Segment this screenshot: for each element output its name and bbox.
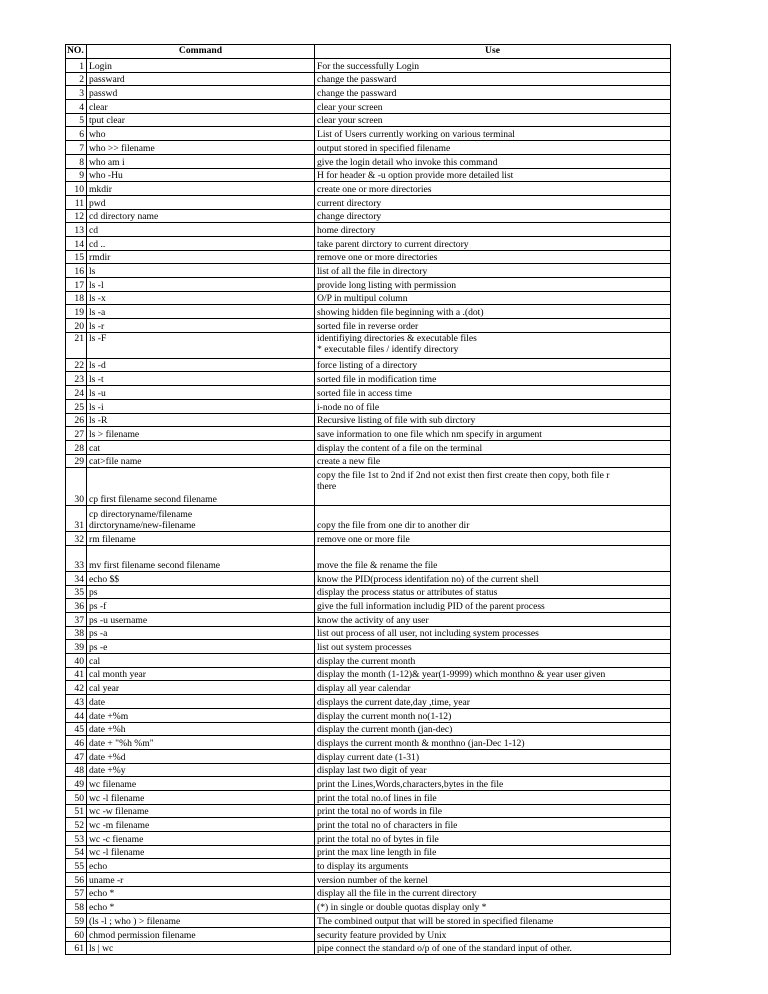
row-number: 44 xyxy=(66,708,87,722)
table-row xyxy=(66,585,671,599)
table-row xyxy=(66,454,671,468)
row-command: who xyxy=(87,127,315,141)
row-command: passwd xyxy=(87,86,315,100)
table-row xyxy=(66,113,671,127)
row-number: 16 xyxy=(66,264,87,278)
row-command: ls -a xyxy=(87,305,315,319)
row-use: display the process status or attributes of status xyxy=(315,585,671,599)
row-use: sorted file in modification time xyxy=(315,372,671,386)
table-row xyxy=(66,818,671,832)
row-command: wc -c fiename xyxy=(87,832,315,846)
table-row xyxy=(66,790,671,804)
row-use-line: * executable files / identify directory xyxy=(317,343,459,355)
table-row xyxy=(66,708,671,722)
row-number: 32 xyxy=(66,532,87,546)
row-command: wc -w filename xyxy=(87,804,315,818)
row-use: version number of the kernel xyxy=(315,873,671,887)
row-command: cd .. xyxy=(87,236,315,250)
row-use: remove one or more file xyxy=(315,532,671,546)
table-row xyxy=(66,86,671,100)
table-row xyxy=(66,332,671,358)
table-row xyxy=(66,749,671,763)
table-row xyxy=(66,873,671,887)
row-use: print the Lines,Words,characters,bytes in the file xyxy=(315,777,671,791)
row-number: 20 xyxy=(66,319,87,333)
row-command: mv first filename second filename xyxy=(87,545,315,571)
row-use: list out system processes xyxy=(315,640,671,654)
table-row xyxy=(66,927,671,941)
row-command: ps xyxy=(87,585,315,599)
row-command: ls -d xyxy=(87,358,315,372)
row-number: 58 xyxy=(66,900,87,914)
row-command-line: dirctoryname/new-filename xyxy=(89,520,196,532)
row-use: Recursive listing of file with sub dirctory xyxy=(315,413,671,427)
row-command: cal month year xyxy=(87,667,315,681)
row-use: create one or more directories xyxy=(315,182,671,196)
row-use: List of Users currently working on various terminal xyxy=(315,127,671,141)
row-command: (ls -l ; who ) > filename xyxy=(87,914,315,928)
row-number: 46 xyxy=(66,736,87,750)
row-number: 55 xyxy=(66,859,87,873)
row-number: 60 xyxy=(66,927,87,941)
row-number: 6 xyxy=(66,127,87,141)
table-row xyxy=(66,264,671,278)
row-number: 5 xyxy=(66,113,87,127)
row-command: clear xyxy=(87,100,315,114)
table-row xyxy=(66,626,671,640)
row-number: 12 xyxy=(66,209,87,223)
row-use: display current date (1-31) xyxy=(315,749,671,763)
row-command: date xyxy=(87,695,315,709)
row-command: cd directory name xyxy=(87,209,315,223)
table-row xyxy=(66,182,671,196)
row-number: 43 xyxy=(66,695,87,709)
row-use: change the passward xyxy=(315,72,671,86)
row-command: ls -r xyxy=(87,319,315,333)
table-row xyxy=(66,571,671,585)
table-row xyxy=(66,209,671,223)
row-use: display last two digit of year xyxy=(315,763,671,777)
row-use: display the content of a file on the terminal xyxy=(315,440,671,454)
table-row xyxy=(66,291,671,305)
row-command: ls -x xyxy=(87,291,315,305)
row-command: rm filename xyxy=(87,532,315,546)
row-number: 14 xyxy=(66,236,87,250)
row-number: 39 xyxy=(66,640,87,654)
command-table xyxy=(65,44,671,955)
table-row xyxy=(66,100,671,114)
table-row xyxy=(66,845,671,859)
row-use: H for header & -u option provide more detailed list xyxy=(315,168,671,182)
row-command: pwd xyxy=(87,195,315,209)
row-use: home directory xyxy=(315,223,671,237)
row-use: clear your screen xyxy=(315,113,671,127)
row-command: cat xyxy=(87,440,315,454)
row-number: 10 xyxy=(66,182,87,196)
row-command: who >> filename xyxy=(87,141,315,155)
row-number: 17 xyxy=(66,278,87,292)
row-use: display all the file in the current directory xyxy=(315,886,671,900)
row-command: rmdir xyxy=(87,250,315,264)
row-use: provide long listing with permission xyxy=(315,278,671,292)
row-use-line: there xyxy=(317,481,337,493)
row-number: 22 xyxy=(66,358,87,372)
row-command: ps -f xyxy=(87,599,315,613)
row-use: print the total no of characters in file xyxy=(315,818,671,832)
table-row xyxy=(66,722,671,736)
row-number: 7 xyxy=(66,141,87,155)
row-command: ls -l xyxy=(87,278,315,292)
row-number: 27 xyxy=(66,427,87,441)
row-use: sorted file in access time xyxy=(315,386,671,400)
row-command: ls -F xyxy=(87,332,315,358)
row-use: display the current month (jan-dec) xyxy=(315,722,671,736)
table-row xyxy=(66,654,671,668)
row-use: copy the file from one dir to another dir xyxy=(315,506,671,532)
row-command: chmod permission filename xyxy=(87,927,315,941)
header-command: Command xyxy=(87,45,315,59)
table-row xyxy=(66,667,671,681)
row-number: 59 xyxy=(66,914,87,928)
table-row xyxy=(66,736,671,750)
table-body xyxy=(66,59,671,955)
row-use: pipe connect the standard o/p of one of the standard input of other. xyxy=(315,941,671,955)
table-row xyxy=(66,168,671,182)
row-use: O/P in multipul column xyxy=(315,291,671,305)
table-row xyxy=(66,427,671,441)
table-row xyxy=(66,358,671,372)
header-no: NO. xyxy=(66,45,87,59)
table-row xyxy=(66,223,671,237)
row-command: who -Hu xyxy=(87,168,315,182)
row-use: to display its arguments xyxy=(315,859,671,873)
header-use: Use xyxy=(315,45,671,59)
table-row xyxy=(66,386,671,400)
row-use: displays the current month & monthno (jan-Dec 1-12) xyxy=(315,736,671,750)
row-number: 36 xyxy=(66,599,87,613)
table-row xyxy=(66,72,671,86)
table-row xyxy=(66,372,671,386)
row-number: 2 xyxy=(66,72,87,86)
row-number: 25 xyxy=(66,399,87,413)
row-use: displays the current date,day ,time, year xyxy=(315,695,671,709)
row-number: 30 xyxy=(66,468,87,506)
row-command: ps -u username xyxy=(87,613,315,627)
row-use: print the total no of words in file xyxy=(315,804,671,818)
table-row xyxy=(66,305,671,319)
row-use: force listing of a directory xyxy=(315,358,671,372)
row-use-line: identifiying directories & executable files xyxy=(317,332,477,344)
row-number: 52 xyxy=(66,818,87,832)
row-number: 40 xyxy=(66,654,87,668)
row-use: display the month (1-12)& year(1-9999) which monthno & year user given xyxy=(315,667,671,681)
table-row xyxy=(66,413,671,427)
row-command: echo * xyxy=(87,900,315,914)
row-command-line: cp directoryname/filename xyxy=(89,509,193,521)
row-command: tput clear xyxy=(87,113,315,127)
row-number: 33 xyxy=(66,545,87,571)
row-command: passward xyxy=(87,72,315,86)
row-use: i-node no of file xyxy=(315,399,671,413)
row-command: wc filename xyxy=(87,777,315,791)
row-use-line: copy the file 1st to 2nd if 2nd not exist then first create then copy, both file r xyxy=(317,470,610,482)
row-use: display all year calendar xyxy=(315,681,671,695)
row-use: take parent dirctory to current directory xyxy=(315,236,671,250)
row-use: print the total no of bytes in file xyxy=(315,832,671,846)
table-row xyxy=(66,545,671,571)
row-command: uname -r xyxy=(87,873,315,887)
row-number: 35 xyxy=(66,585,87,599)
row-use xyxy=(315,468,671,506)
row-number: 15 xyxy=(66,250,87,264)
row-number: 19 xyxy=(66,305,87,319)
row-command: date +%h xyxy=(87,722,315,736)
row-use: (*) in single or double quotas display only * xyxy=(315,900,671,914)
row-command: date +%m xyxy=(87,708,315,722)
table-row xyxy=(66,777,671,791)
row-use: give the login detail who invoke this command xyxy=(315,154,671,168)
row-number: 57 xyxy=(66,886,87,900)
row-use: change directory xyxy=(315,209,671,223)
table-row xyxy=(66,914,671,928)
row-use: sorted file in reverse order xyxy=(315,319,671,333)
row-number: 1 xyxy=(66,59,87,73)
row-use: know the PID(process identifation no) of the current shell xyxy=(315,571,671,585)
row-use xyxy=(315,332,671,358)
row-number: 18 xyxy=(66,291,87,305)
row-use: print the max line length in file xyxy=(315,845,671,859)
row-command: ls -R xyxy=(87,413,315,427)
row-command: cd xyxy=(87,223,315,237)
row-use: display the current month xyxy=(315,654,671,668)
row-number: 47 xyxy=(66,749,87,763)
row-number: 54 xyxy=(66,845,87,859)
row-number: 4 xyxy=(66,100,87,114)
row-use: current directory xyxy=(315,195,671,209)
row-use: list of all the file in directory xyxy=(315,264,671,278)
row-number: 21 xyxy=(66,332,87,358)
row-number: 13 xyxy=(66,223,87,237)
table-row xyxy=(66,399,671,413)
row-number: 29 xyxy=(66,454,87,468)
row-command: echo $$ xyxy=(87,571,315,585)
row-command: date +%y xyxy=(87,763,315,777)
table-row xyxy=(66,319,671,333)
row-command: echo xyxy=(87,859,315,873)
row-number: 45 xyxy=(66,722,87,736)
row-command xyxy=(87,506,315,532)
row-use: know the activity of any user xyxy=(315,613,671,627)
row-number: 37 xyxy=(66,613,87,627)
row-number: 61 xyxy=(66,941,87,955)
table-row xyxy=(66,532,671,546)
row-number: 53 xyxy=(66,832,87,846)
table-row xyxy=(66,941,671,955)
table-row xyxy=(66,127,671,141)
row-number: 24 xyxy=(66,386,87,400)
row-use: change the passward xyxy=(315,86,671,100)
table-row xyxy=(66,859,671,873)
row-command: Login xyxy=(87,59,315,73)
row-command: who am i xyxy=(87,154,315,168)
row-command: wc -l filename xyxy=(87,790,315,804)
row-number: 49 xyxy=(66,777,87,791)
row-command: ls -t xyxy=(87,372,315,386)
row-command: ls | wc xyxy=(87,941,315,955)
row-command: ls -u xyxy=(87,386,315,400)
row-use: The combined output that will be stored in specified filename xyxy=(315,914,671,928)
header-row xyxy=(66,45,671,59)
row-command: ps -e xyxy=(87,640,315,654)
table-row xyxy=(66,250,671,264)
row-use: give the full information includig PID of the parent process xyxy=(315,599,671,613)
row-use: save information to one file which nm specify in argument xyxy=(315,427,671,441)
row-command: ps -a xyxy=(87,626,315,640)
row-command: cal year xyxy=(87,681,315,695)
row-command: cp first filename second filename xyxy=(87,468,315,506)
row-number: 50 xyxy=(66,790,87,804)
row-command: wc -l filename xyxy=(87,845,315,859)
table-row xyxy=(66,832,671,846)
table-row xyxy=(66,141,671,155)
table-row xyxy=(66,59,671,73)
table-row xyxy=(66,468,671,506)
row-command: ls -i xyxy=(87,399,315,413)
row-number: 38 xyxy=(66,626,87,640)
table-row xyxy=(66,195,671,209)
table-row xyxy=(66,506,671,532)
row-number: 23 xyxy=(66,372,87,386)
table-row xyxy=(66,613,671,627)
table-row xyxy=(66,278,671,292)
row-number: 31 xyxy=(66,506,87,532)
row-command: cat>file name xyxy=(87,454,315,468)
row-number: 28 xyxy=(66,440,87,454)
row-command: wc -m filename xyxy=(87,818,315,832)
row-number: 41 xyxy=(66,667,87,681)
row-command: date +%d xyxy=(87,749,315,763)
table-row xyxy=(66,236,671,250)
row-command: echo * xyxy=(87,886,315,900)
row-number: 26 xyxy=(66,413,87,427)
row-number: 9 xyxy=(66,168,87,182)
row-number: 51 xyxy=(66,804,87,818)
table-row xyxy=(66,763,671,777)
row-use: create a new file xyxy=(315,454,671,468)
table-row xyxy=(66,599,671,613)
row-command: date + "%h %m" xyxy=(87,736,315,750)
table-row xyxy=(66,900,671,914)
row-number: 11 xyxy=(66,195,87,209)
row-use: remove one or more directories xyxy=(315,250,671,264)
row-use: security feature provided by Unix xyxy=(315,927,671,941)
row-command: mkdir xyxy=(87,182,315,196)
row-number: 8 xyxy=(66,154,87,168)
row-command: cal xyxy=(87,654,315,668)
row-number: 48 xyxy=(66,763,87,777)
row-use: output stored in specified filename xyxy=(315,141,671,155)
table-row xyxy=(66,154,671,168)
row-number: 3 xyxy=(66,86,87,100)
table-row xyxy=(66,695,671,709)
table-row xyxy=(66,440,671,454)
row-number: 56 xyxy=(66,873,87,887)
row-use: list out process of all user, not including system processes xyxy=(315,626,671,640)
row-command: ls > filename xyxy=(87,427,315,441)
row-command: ls xyxy=(87,264,315,278)
table-row xyxy=(66,640,671,654)
row-use: move the file & rename the file xyxy=(315,545,671,571)
table-row xyxy=(66,804,671,818)
row-use: For the successfully Login xyxy=(315,59,671,73)
row-use: display the current month no(1-12) xyxy=(315,708,671,722)
row-number: 42 xyxy=(66,681,87,695)
row-use: print the total no.of lines in file xyxy=(315,790,671,804)
row-use: showing hidden file beginning with a .(dot) xyxy=(315,305,671,319)
table-row xyxy=(66,886,671,900)
row-use: clear your screen xyxy=(315,100,671,114)
table-row xyxy=(66,681,671,695)
row-number: 34 xyxy=(66,571,87,585)
